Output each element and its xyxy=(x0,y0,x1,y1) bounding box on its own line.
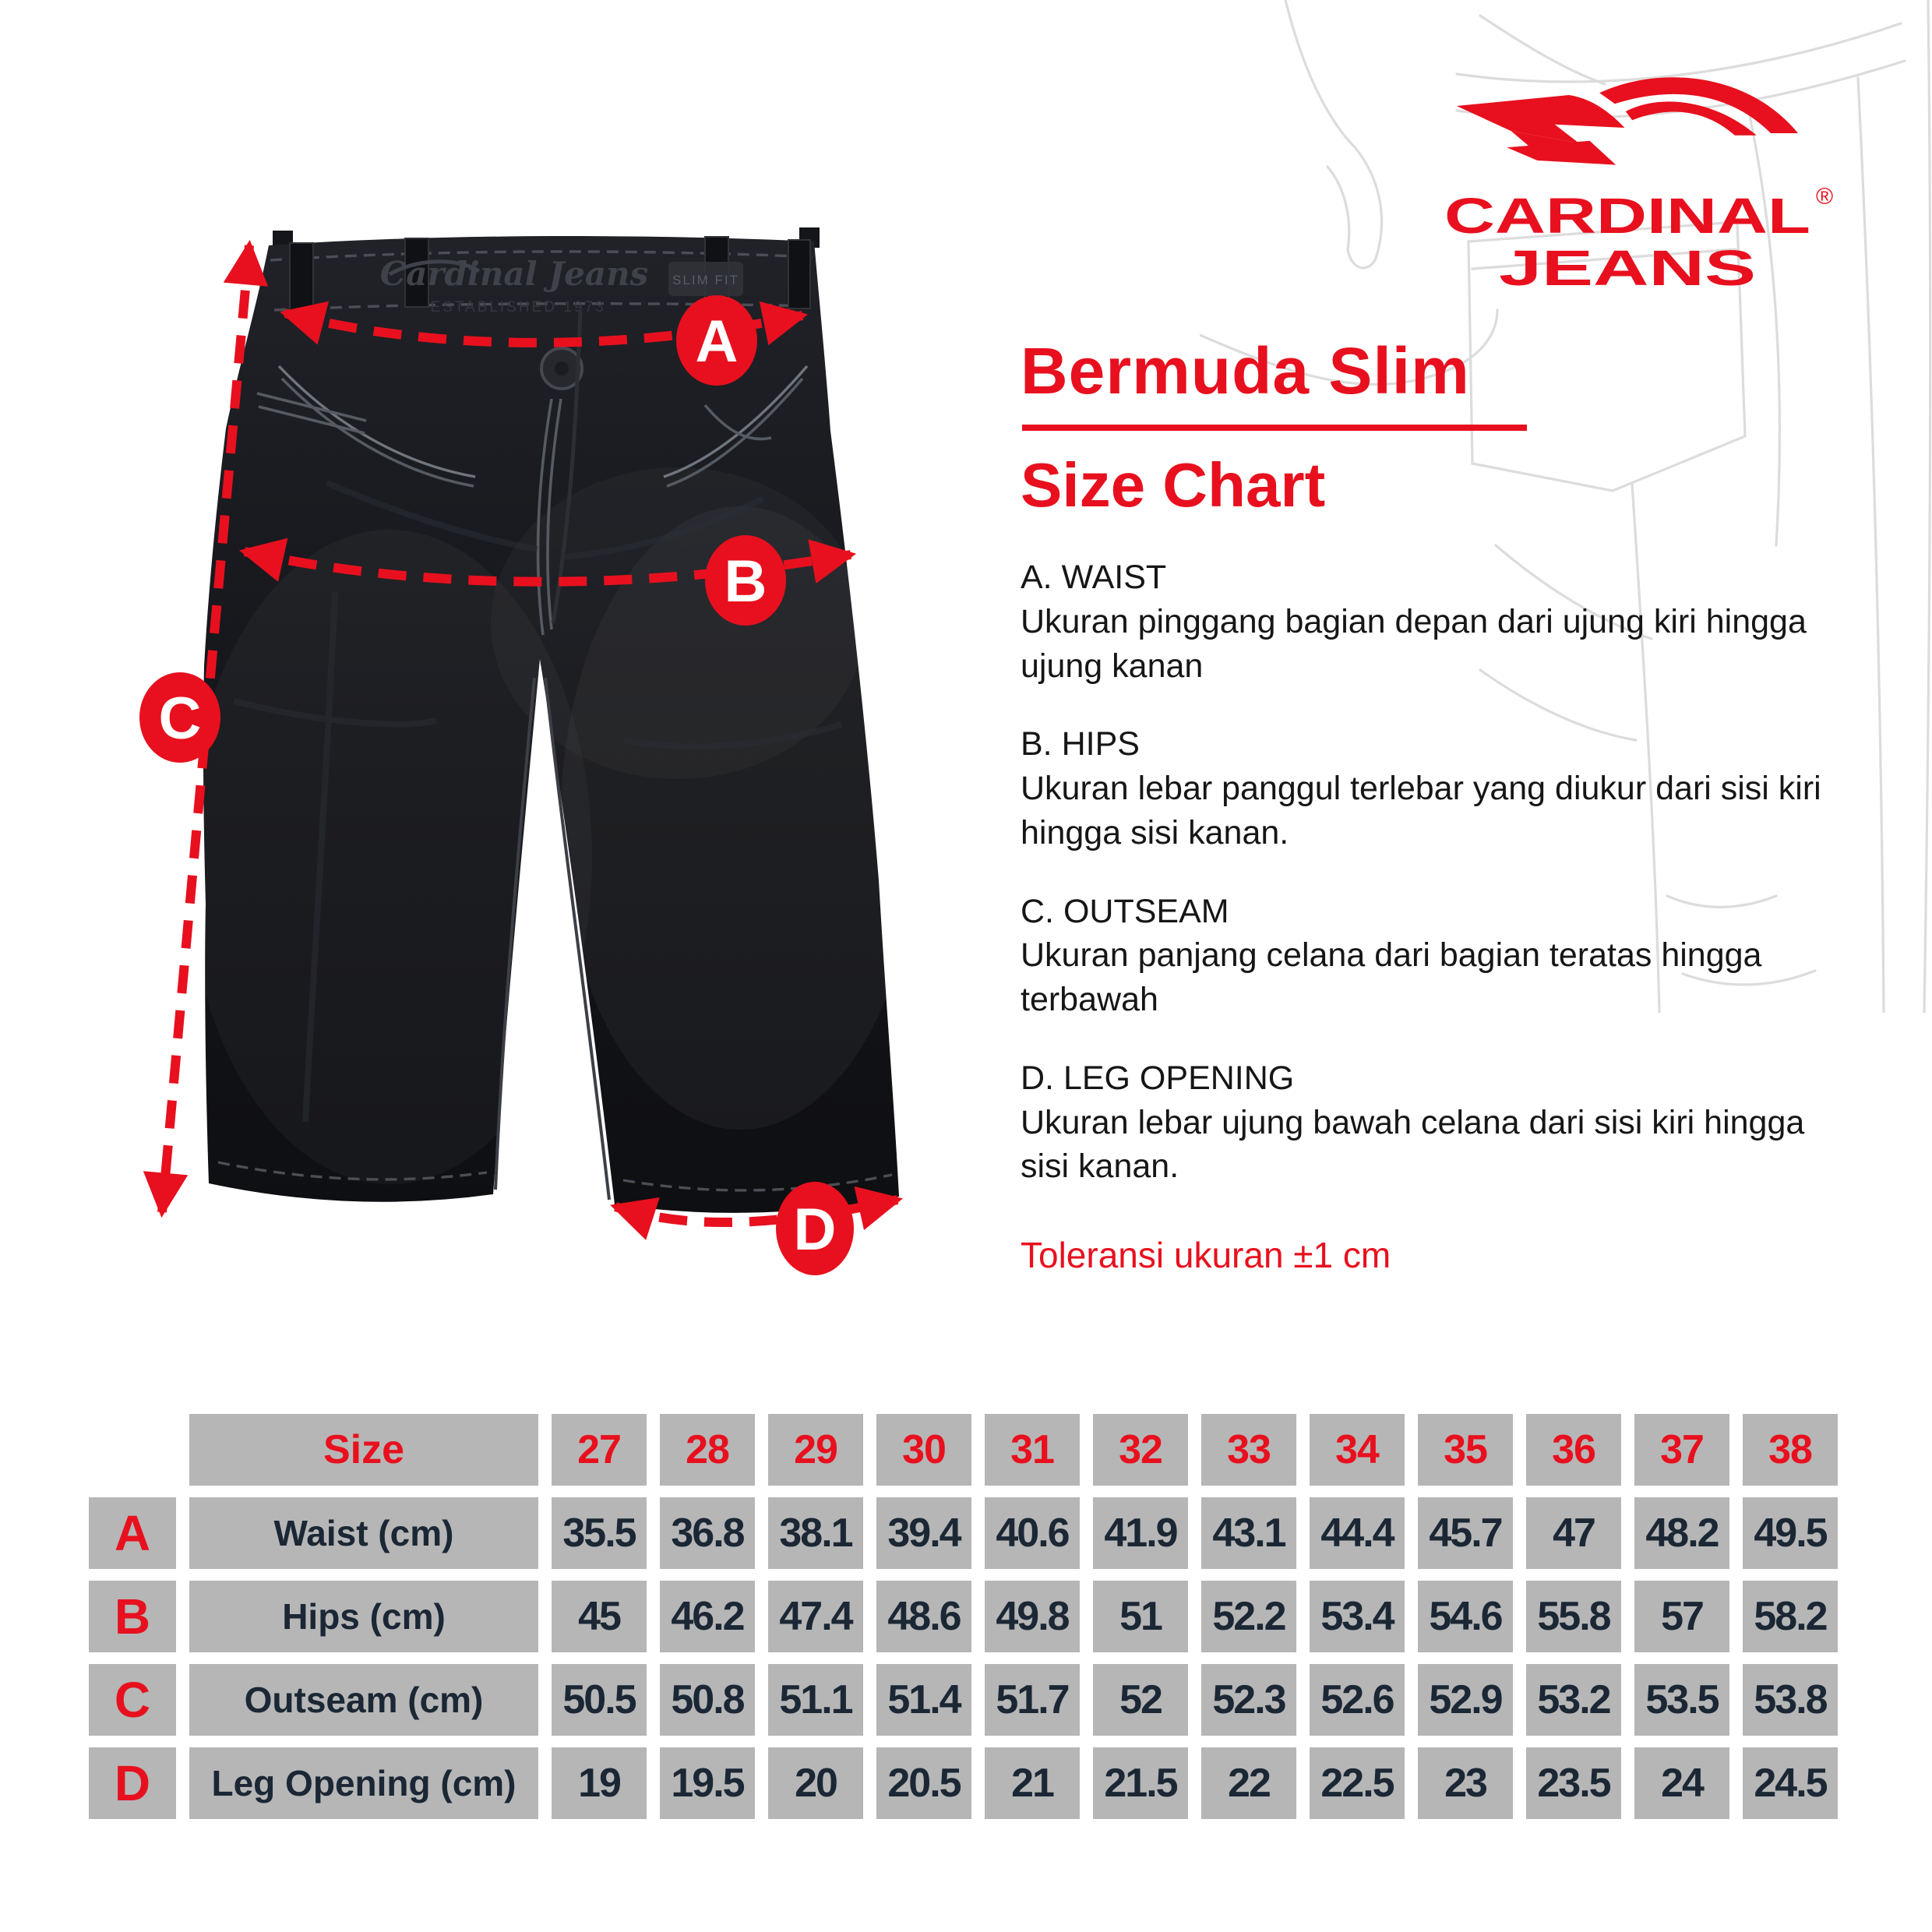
size-value: 38.1 xyxy=(768,1497,863,1569)
size-value: 52 xyxy=(1093,1664,1188,1736)
size-value: 50.5 xyxy=(552,1664,647,1736)
size-value: 19 xyxy=(552,1747,647,1819)
size-value: 24 xyxy=(1634,1747,1729,1819)
size-value: 45.7 xyxy=(1418,1497,1513,1569)
section-outseam xyxy=(1021,890,1862,1022)
size-value: 46.2 xyxy=(660,1581,755,1652)
size-value: 44.4 xyxy=(1310,1497,1405,1569)
size-table xyxy=(89,1414,1838,1819)
info-panel xyxy=(1021,333,1901,1276)
size-value: 53.4 xyxy=(1310,1581,1405,1652)
cardinal-bird-icon xyxy=(1457,77,1798,164)
waistband-brand-label: Cardinal Jeans xyxy=(379,255,649,293)
brand-sub: JEANS xyxy=(1499,240,1756,296)
size-value: 45 xyxy=(552,1581,647,1652)
section-heading: A. WAIST xyxy=(1021,559,1167,596)
table-corner-spacer xyxy=(89,1414,176,1486)
size-value: 48.6 xyxy=(876,1581,971,1652)
size-value: 51 xyxy=(1093,1581,1188,1652)
size-value: 20.5 xyxy=(876,1747,971,1819)
size-col-header: 29 xyxy=(768,1414,863,1486)
size-value: 23.5 xyxy=(1526,1747,1621,1819)
size-value: 21 xyxy=(985,1747,1080,1819)
section-hips xyxy=(1021,722,1862,855)
size-col-header: 38 xyxy=(1743,1414,1838,1486)
row-label: Leg Opening (cm) xyxy=(189,1747,538,1819)
product-title: Bermuda Slim xyxy=(1021,334,1470,407)
size-value: 49.5 xyxy=(1743,1497,1838,1569)
waistband-tag-label: SLIM FIT xyxy=(672,273,739,287)
size-header-label: Size xyxy=(189,1414,538,1486)
section-body: Ukuran pinggang bagian depan dari ujung kiri hingga ujung kanan xyxy=(1021,602,1807,685)
size-value: 58.2 xyxy=(1743,1581,1838,1652)
size-value: 51.1 xyxy=(768,1664,863,1736)
size-value: 47.4 xyxy=(768,1581,863,1652)
size-value: 48.2 xyxy=(1634,1497,1729,1569)
size-value: 21.5 xyxy=(1093,1747,1188,1819)
size-value: 51.7 xyxy=(985,1664,1080,1736)
size-value: 43.1 xyxy=(1201,1497,1296,1569)
size-col-header: 27 xyxy=(552,1414,647,1486)
size-col-header: 36 xyxy=(1526,1414,1621,1486)
marker-c-label: C xyxy=(158,686,202,752)
brand-name: CARDINAL xyxy=(1444,188,1810,244)
size-chart-heading: Size Chart xyxy=(1021,450,1326,520)
section-body: Ukuran panjang celana dari bagian teratas hingga terbawah xyxy=(1021,936,1762,1018)
size-value: 49.8 xyxy=(985,1581,1080,1652)
size-value: 41.9 xyxy=(1093,1497,1188,1569)
shorts-illustration xyxy=(187,227,919,1213)
size-value: 19.5 xyxy=(660,1747,755,1819)
size-value: 54.6 xyxy=(1418,1581,1513,1652)
brand-logo xyxy=(1437,51,1842,301)
size-col-header: 28 xyxy=(660,1414,755,1486)
size-col-header: 31 xyxy=(985,1414,1080,1486)
size-col-header: 32 xyxy=(1093,1414,1188,1486)
size-value: 22 xyxy=(1201,1747,1296,1819)
size-value: 52.6 xyxy=(1310,1664,1405,1736)
size-value: 23 xyxy=(1418,1747,1513,1819)
size-value: 53.8 xyxy=(1743,1664,1838,1736)
marker-a-label: A xyxy=(695,308,739,375)
section-heading: C. OUTSEAM xyxy=(1021,892,1229,930)
size-col-header: 37 xyxy=(1634,1414,1729,1486)
section-leg-opening xyxy=(1021,1056,1862,1189)
size-value: 47 xyxy=(1526,1497,1621,1569)
section-body: Ukuran lebar ujung bawah celana dari sisi kiri hingga sisi kanan. xyxy=(1021,1103,1805,1186)
product-figure xyxy=(0,0,1013,1363)
size-value: 55.8 xyxy=(1526,1581,1621,1652)
row-label: Hips (cm) xyxy=(189,1581,538,1652)
row-label: Outseam (cm) xyxy=(189,1664,538,1736)
section-waist xyxy=(1021,555,1862,688)
size-value: 52.9 xyxy=(1418,1664,1513,1736)
size-value: 36.8 xyxy=(660,1497,755,1569)
section-heading: B. HIPS xyxy=(1021,725,1140,763)
size-value: 22.5 xyxy=(1310,1747,1405,1819)
size-value: 52.2 xyxy=(1201,1581,1296,1652)
row-letter: A xyxy=(89,1497,176,1569)
size-value: 53.5 xyxy=(1634,1664,1729,1736)
section-body: Ukuran lebar panggul terlebar yang diukur dari sisi kiri hingga sisi kanan. xyxy=(1021,770,1821,851)
tolerance-note: Toleransi ukuran ±1 cm xyxy=(1021,1235,1391,1275)
marker-b-label: B xyxy=(724,548,767,615)
size-value: 51.4 xyxy=(876,1664,971,1736)
waistband-est-label: ESTABLISHED 1973 xyxy=(430,299,606,316)
size-col-header: 30 xyxy=(876,1414,971,1486)
registered-trademark: ® xyxy=(1815,184,1834,210)
row-label: Waist (cm) xyxy=(189,1497,538,1569)
size-value: 53.2 xyxy=(1526,1664,1621,1736)
size-value: 24.5 xyxy=(1743,1747,1838,1819)
row-letter: C xyxy=(89,1664,176,1736)
row-letter: B xyxy=(89,1581,176,1652)
size-value: 20 xyxy=(768,1747,863,1819)
size-col-header: 34 xyxy=(1310,1414,1405,1486)
title-underline xyxy=(1022,425,1527,431)
size-value: 50.8 xyxy=(660,1664,755,1736)
size-value: 57 xyxy=(1634,1581,1729,1652)
size-value: 35.5 xyxy=(552,1497,647,1569)
section-heading: D. LEG OPENING xyxy=(1021,1059,1295,1097)
size-value: 52.3 xyxy=(1201,1664,1296,1736)
marker-d-label: D xyxy=(793,1197,837,1263)
size-col-header: 35 xyxy=(1418,1414,1513,1486)
row-letter: D xyxy=(89,1747,176,1819)
size-value: 39.4 xyxy=(876,1497,971,1569)
size-value: 40.6 xyxy=(985,1497,1080,1569)
size-col-header: 33 xyxy=(1201,1414,1296,1486)
